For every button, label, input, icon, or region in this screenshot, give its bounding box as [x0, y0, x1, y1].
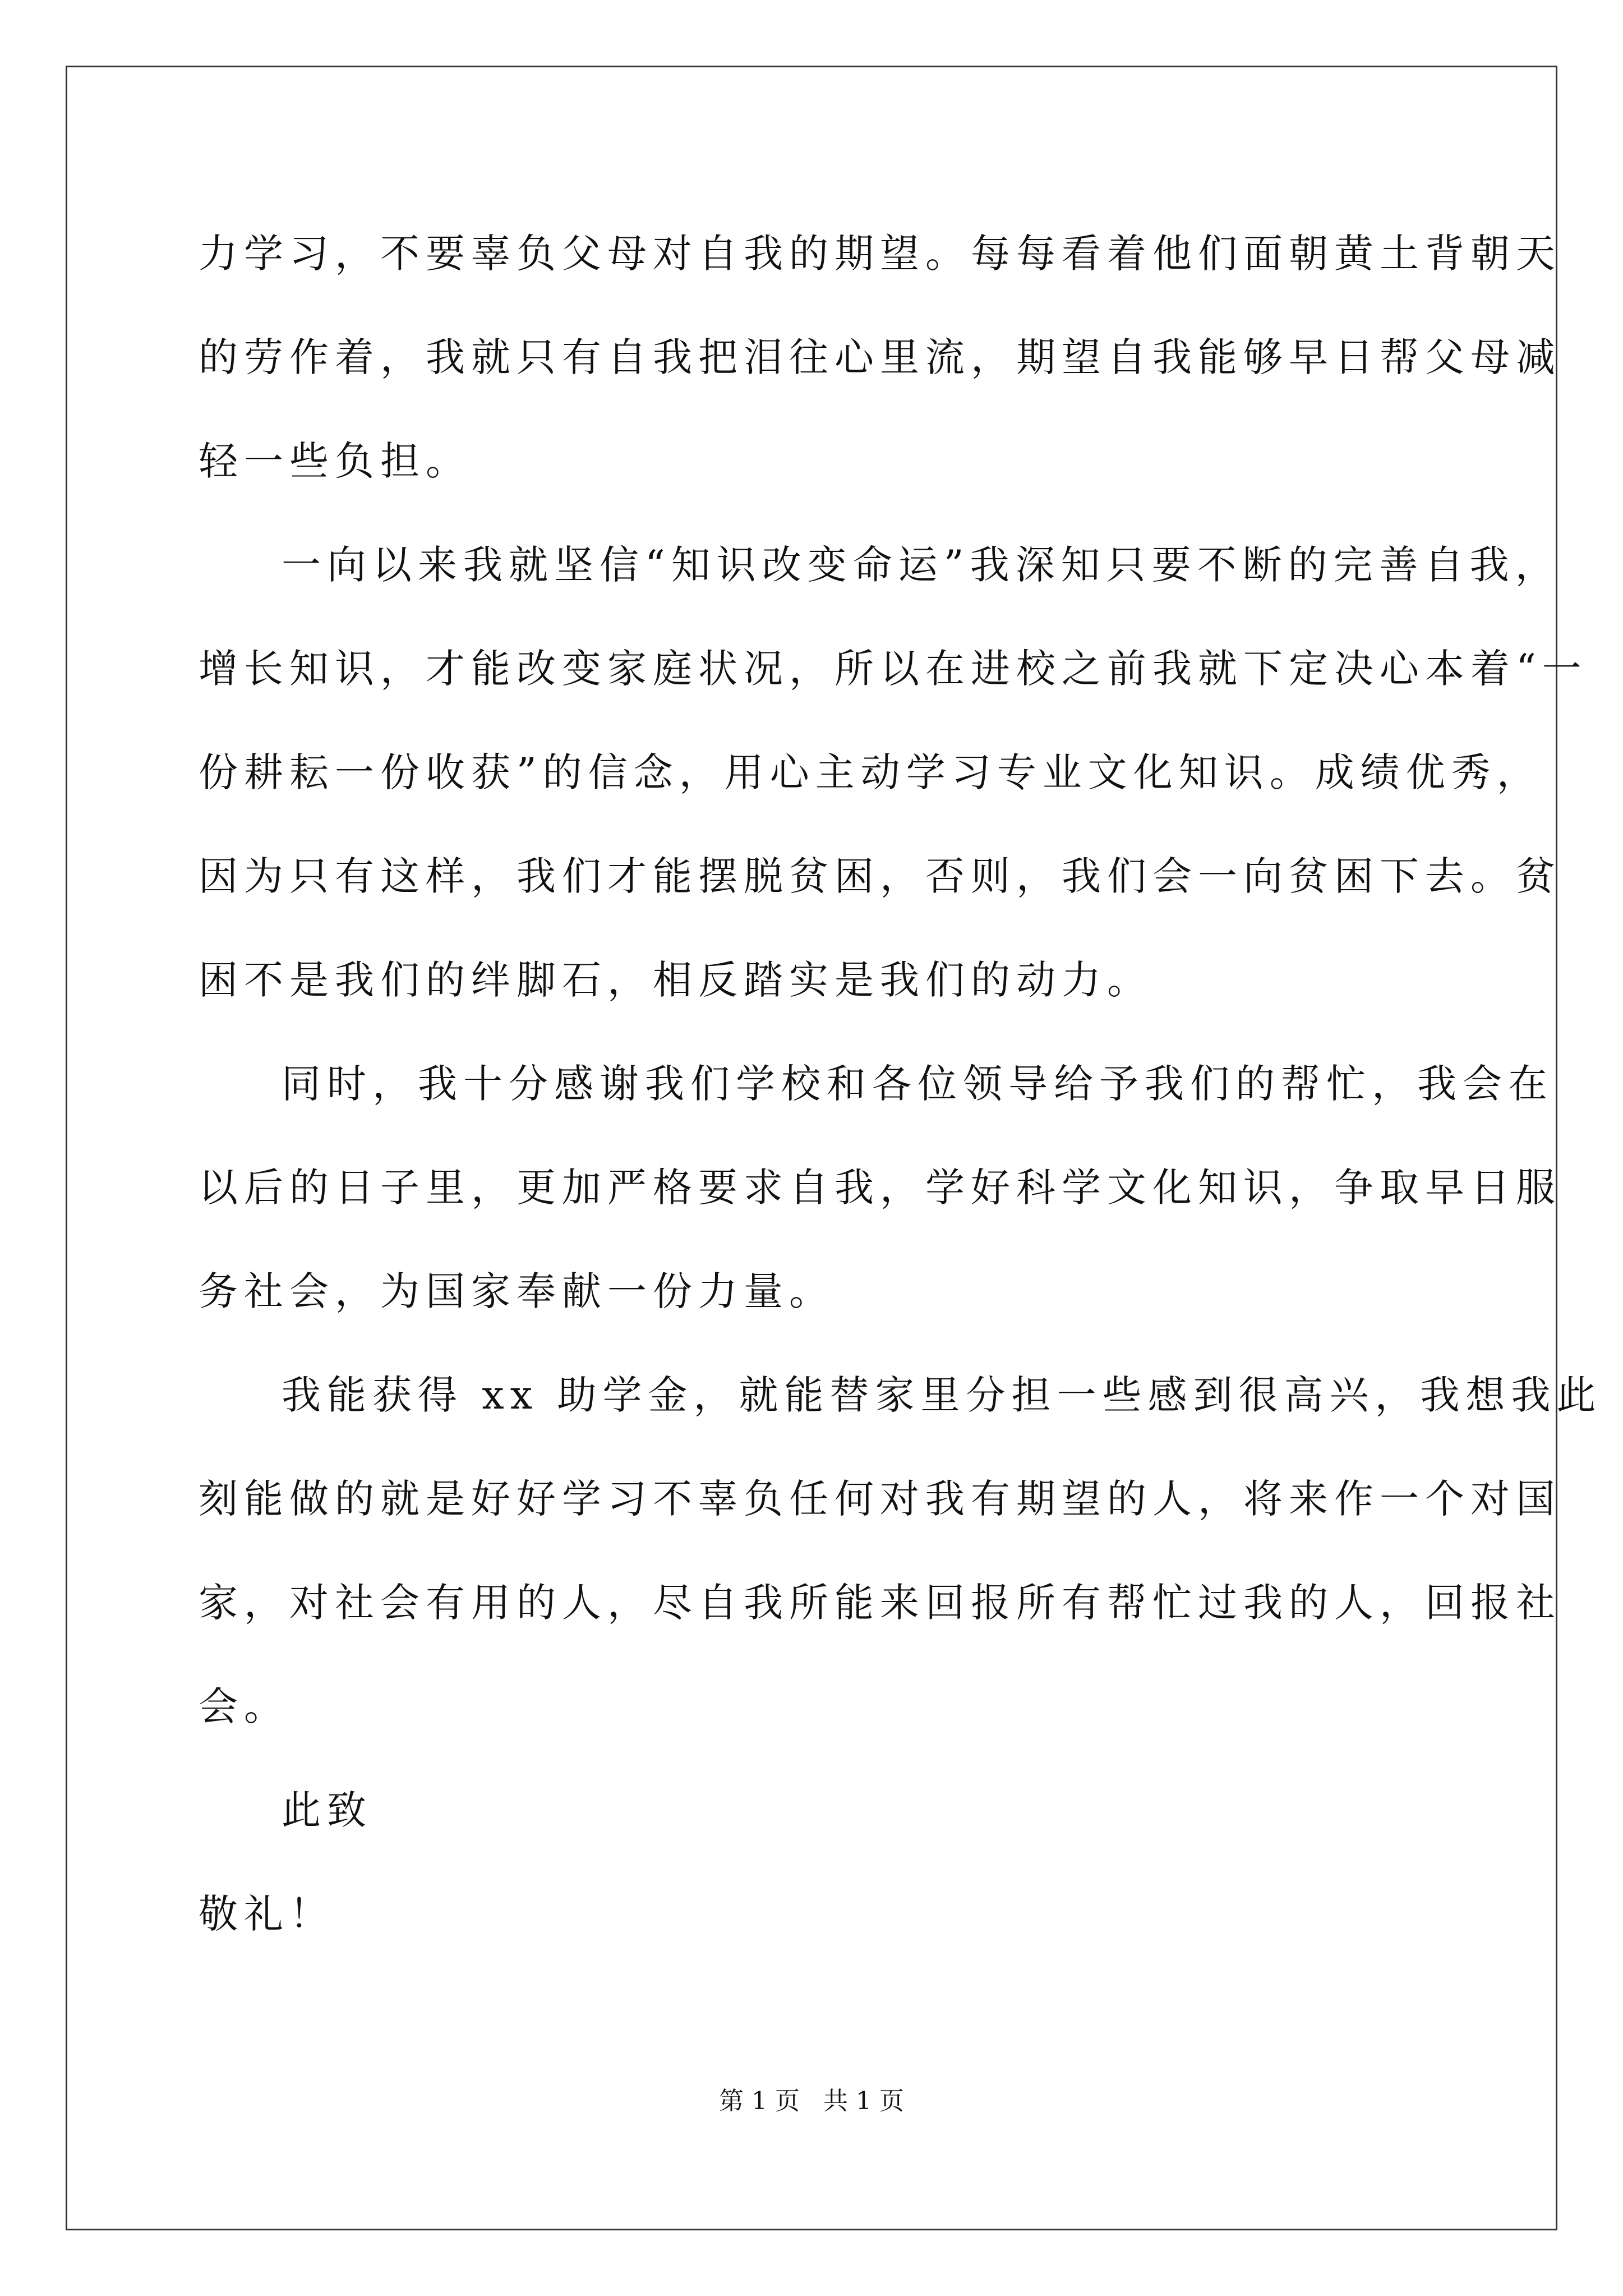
text-line-11: 务社会，为国家奉献一份力量。	[199, 1268, 834, 1314]
text-line-14: 家，对社会有用的人，尽自我所能来回报所有帮忙过我的人，回报社	[199, 1580, 1561, 1626]
text-line-10: 以后的日子里，更加严格要求自我，学好科学文化知识，争取早日服	[199, 1165, 1561, 1211]
text-line-13: 刻能做的就是好好学习不辜负任何对我有期望的人，将来作一个对国	[199, 1476, 1561, 1522]
text-line-4: 一向以来我就坚信“知识改变命运”我深知只要不断的完善自我，	[282, 542, 1561, 588]
page-footer: 第 1 页 共 1 页	[719, 2087, 904, 2115]
text-line-1: 力学习，不要辜负父母对自我的期望。每每看着他们面朝黄土背朝天	[199, 231, 1561, 277]
text-line-7: 因为只有这样，我们才能摆脱贫困，否则，我们会一向贫困下去。贫	[199, 853, 1561, 899]
text-line-3: 轻一些负担。	[199, 438, 471, 484]
closing-salutation: 此致	[282, 1787, 372, 1833]
text-line-15: 会。	[199, 1683, 289, 1729]
text-line-9: 同时，我十分感谢我们学校和各位领导给予我们的帮忙，我会在	[282, 1061, 1553, 1107]
closing-regards: 敬礼！	[199, 1891, 335, 1937]
text-line-5: 增长知识，才能改变家庭状况，所以在进校之前我就下定决心本着“一	[199, 646, 1588, 692]
text-line-6: 份耕耘一份收获”的信念，用心主动学习专业文化知识。成绩优秀，	[199, 749, 1542, 795]
text-line-2: 的劳作着，我就只有自我把泪往心里流，期望自我能够早日帮父母减	[199, 334, 1561, 380]
text-line-8: 困不是我们的绊脚石，相反踏实是我们的动力。	[199, 957, 1152, 1003]
text-line-12: 我能获得 xx 助学金，就能替家里分担一些感到很高兴，我想我此	[282, 1372, 1602, 1418]
